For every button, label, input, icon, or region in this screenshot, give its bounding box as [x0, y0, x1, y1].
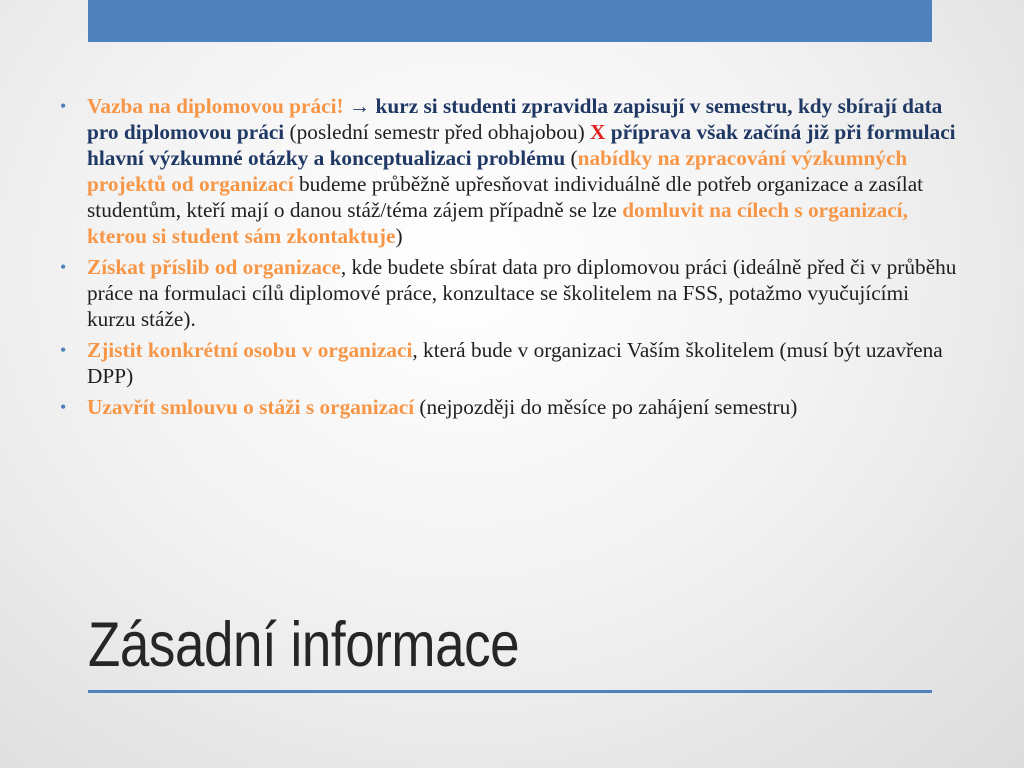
bullet-3-seg-0: Zjistit konkrétní osobu v organizaci — [87, 338, 413, 362]
bullet-dot: • — [60, 397, 67, 417]
bullet-4-seg-1: (nejpozději do měsíce po zahájení semestru) — [414, 395, 798, 419]
bullet-dot: • — [60, 96, 67, 116]
title-underline — [88, 690, 932, 693]
bullet-item-4 — [60, 394, 960, 420]
bullet-1-seg-4: X — [590, 120, 606, 144]
bullet-1-seg-0: Vazba na diplomovou práci! — [87, 94, 344, 118]
bullet-2-seg-1: , kde budete sbírat data pro diplomovou práci (ideálně před či v průběhu práce na formulaci cílů diplomové práce, konzultace se školitelem na FSS, potažmo vyučujícími kurzu stáže). — [87, 255, 957, 331]
top-accent-bar — [88, 0, 932, 42]
bullet-1-seg-9: budeme průběžně upřesňovat individuálně dle potřeb organizace a zasílat studentům, kteří mají o danou stáž/téma zájem případně se lze — [87, 172, 924, 222]
bullet-1-seg-8: nabídky na zpracování výzkumných projektů od organizací — [87, 146, 908, 196]
bullet-dot: • — [60, 257, 67, 277]
slide-title: Zásadní informace — [88, 610, 520, 680]
bullet-list — [60, 93, 960, 425]
bullet-item-1 — [60, 93, 960, 249]
bullet-1-seg-2: kurz si studenti zpravidla zapisují v semestru, kdy sbírají data pro diplomovou práci — [87, 94, 943, 144]
bullet-3-seg-1: , která bude v organizaci Vaším školitelem (musí být uzavřena DPP) — [87, 338, 943, 388]
bullet-1-seg-10: domluvit na cílech s organizací, kterou si student sám zkontaktuje — [87, 198, 908, 248]
bullet-1-seg-7: ( — [565, 146, 578, 170]
bullet-2-seg-0: Získat příslib od organizace — [87, 255, 341, 279]
bullet-1-seg-6: příprava však začíná již při formulaci hlavní výzkumné otázky a konceptualizaci problému — [87, 120, 956, 170]
bullet-item-2 — [60, 254, 960, 332]
bullet-item-3 — [60, 337, 960, 389]
bullet-1-seg-1: → — [343, 94, 376, 118]
bullet-1-seg-11: ) — [395, 224, 403, 248]
bullet-1-seg-3: (poslední semestr před obhajobou) — [284, 120, 591, 144]
bullet-4-seg-0: Uzavřít smlouvu o stáži s organizací — [87, 395, 415, 419]
bullet-dot: • — [60, 340, 67, 360]
